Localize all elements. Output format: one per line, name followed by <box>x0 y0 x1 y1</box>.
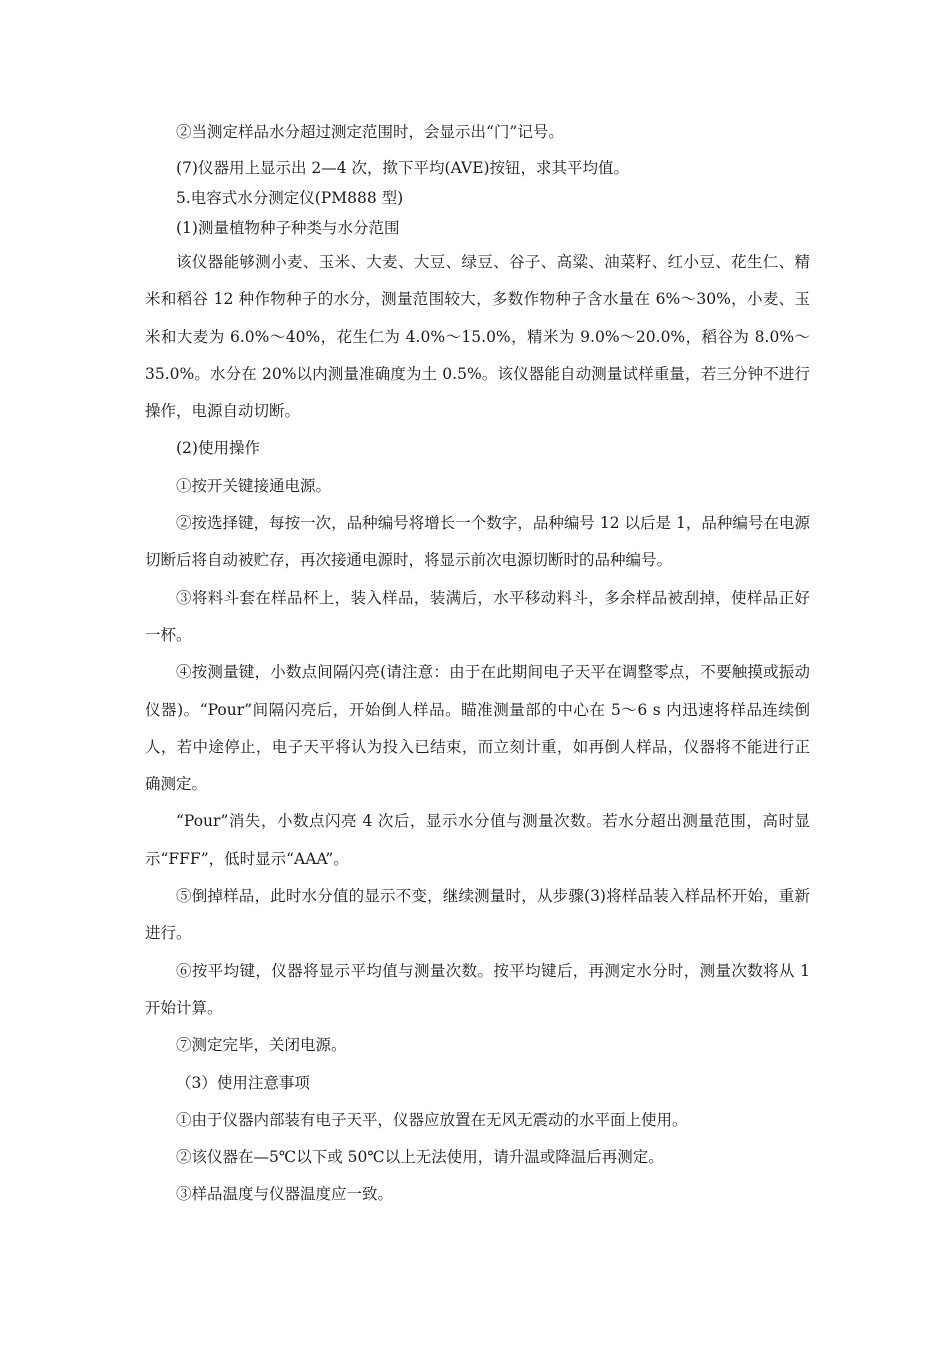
paragraph: ②该仪器在—5℃以下或 50℃以上无法使用，请升温或降温后再测定。 <box>176 1148 664 1167</box>
section-heading: 5.电容式水分测定仪(PM888 型) <box>176 189 404 207</box>
subsection-heading: (2)使用操作 <box>176 439 260 458</box>
subsection-heading: （3）使用注意事项 <box>176 1073 310 1092</box>
paragraph: 该仪器能够测小麦、玉米、大麦、大豆、绿豆、谷子、高粱、油菜籽、红小豆、花生仁、精米和稻谷 12 种作物种子的水分，测量范围较大，多数作物种子含水量在 6%～30%，小麦、玉米和大麦为 6.0%～40%，花生仁为 4.0%～15.0%，精米为 9.0%～20.0%，稻谷为 8.0%～35.0%。水分在 20%以内测量准确度为土 0.5%。该仪器能自动测量试样重量，若三分钟不进行操作，电源自动切断。 <box>145 253 810 421</box>
paragraph: ⑦测定完毕，关闭电源。 <box>176 1036 347 1055</box>
paragraph: ③将料斗套在样品杯上，装入样品，装满后，水平移动料斗，多余样品被刮掉，使样品正好一杯。 <box>145 588 810 644</box>
paragraph: ⑥按平均键，仪器将显示平均值与测量次数。按平均键后，再测定水分时，测量次数将从 1 开始计算。 <box>145 961 810 1017</box>
paragraph: “Pour”消失，小数点闪亮 4 次后，显示水分值与测量次数。若水分超出测量范围，高时显示“FFF”，低时显示“AAA”。 <box>145 812 810 868</box>
paragraph: ②当测定样品水分超过测定范围时，会显示出“门”记号。 <box>176 123 564 141</box>
paragraph: ②按选择键，每按一次，品种编号将增长一个数字，品种编号 12 以后是 1，品种编号在电源切断后将自动被贮存，再次接通电源时，将显示前次电源切断时的品种编号。 <box>145 514 810 570</box>
paragraph: ⑤倒掉样品，此时水分值的显示不变，继续测量时，从步骤(3)将样品装入样品杯开始，重新进行。 <box>145 887 810 943</box>
subsection-heading: (1)测量植物种子种类与水分范围 <box>176 219 400 237</box>
paragraph: ③样品温度与仪器温度应一致。 <box>176 1185 394 1204</box>
paragraph: ④按测量键，小数点间隔闪亮(请注意：由于在此期间电子天平在调整零点，不要触摸或振动仪器)。“Pour”间隔闪亮后，开始倒人样品。瞄准测量部的中心在 5～6 s 内迅速将样品连续倒人，若中途停止，电子天平将认为投入已结束，而立刻计重，如再倒人样品，仪器将不能进行正确测定。 <box>145 663 810 794</box>
paragraph: ①按开关键接通电源。 <box>176 476 332 495</box>
paragraph: ①由于仪器内部装有电子天平，仪器应放置在无风无震动的水平面上使用。 <box>176 1110 688 1129</box>
document-body <box>145 118 810 1214</box>
paragraph: (7)仪器用上显示出 2—4 次，揿下平均(AVE)按钮，求其平均值。 <box>176 159 630 177</box>
